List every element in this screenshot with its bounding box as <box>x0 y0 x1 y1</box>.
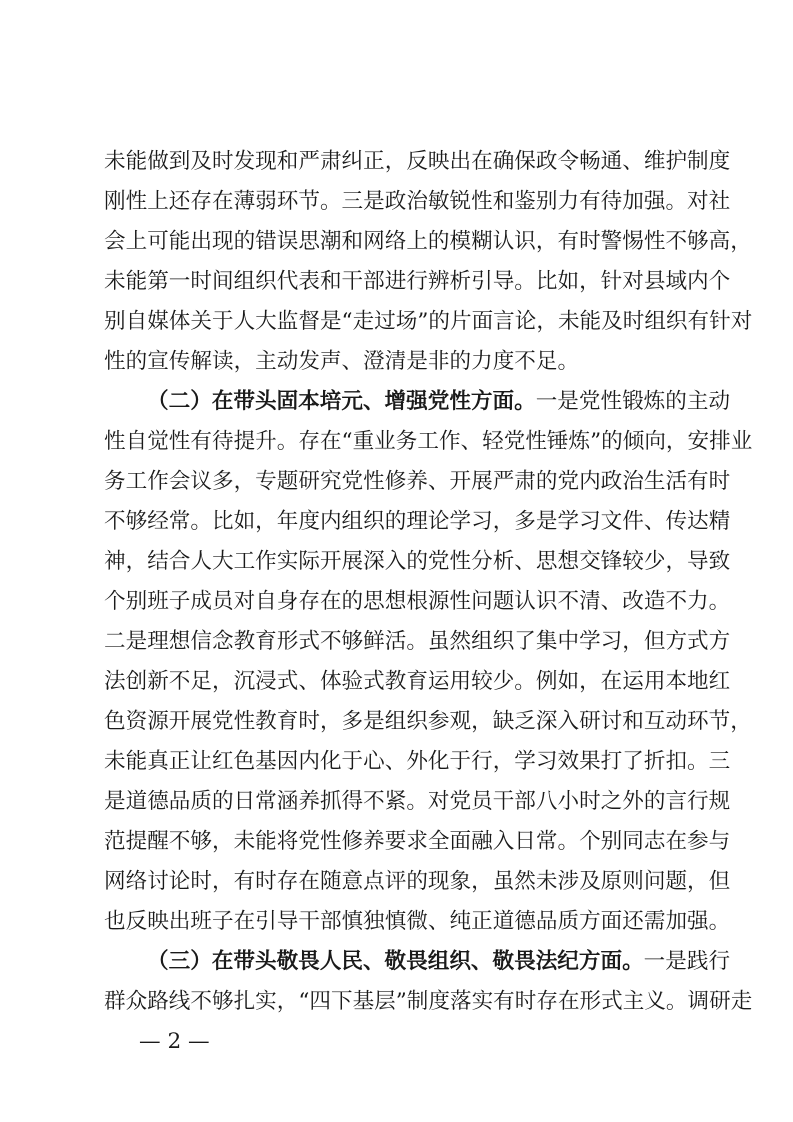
body-text-line: 神，结合人大工作实际开展深入的党性分析、思想交锋较少，导致 <box>104 549 731 574</box>
section-heading-line <box>147 942 731 982</box>
body-text-line: 群众路线不够扎实，“四下基层”制度落实有时存在形式主义。调研走 <box>104 989 753 1014</box>
body-text-line: 也反映出班子在引导干部慎独慎微、纯正道德品质方面还需加强。 <box>104 909 731 934</box>
section-heading-line <box>147 382 731 422</box>
body-text-line: 范提醒不够，未能将党性修养要求全面融入日常。个别同志在参与 <box>104 829 731 854</box>
body-text-line: 性的宣传解读，主动发声、澄清是非的力度不足。 <box>104 349 580 374</box>
body-text-span: 一是党性锻炼的主动 <box>535 389 731 414</box>
body-text-line: 务工作会议多，专题研究党性修养、开展严肃的党内政治生活有时 <box>104 469 731 494</box>
body-text-line: 法创新不足，沉浸式、体验式教育运用较少。例如，在运用本地红 <box>104 669 731 694</box>
body-text-line: 个别班子成员对自身存在的思想根源性问题认识不清、改造不力。 <box>104 589 731 614</box>
body-text-line: 性自觉性有待提升。存在“重业务工作、轻党性锤炼”的倾向，安排业 <box>104 429 753 454</box>
page-number: — 2 — <box>139 1029 210 1054</box>
body-text-line: 未能做到及时发现和严肃纠正，反映出在确保政令畅通、维护制度 <box>104 149 731 174</box>
body-text-line: 刚性上还存在薄弱环节。三是政治敏锐性和鉴别力有待加强。对社 <box>104 189 731 214</box>
body-text-line: 色资源开展党性教育时，多是组织参观，缺乏深入研讨和互动环节， <box>104 709 752 734</box>
body-text-line: 会上可能出现的错误思潮和网络上的模糊认识，有时警惕性不够高， <box>104 229 752 254</box>
body-text-line: 网络讨论时，有时存在随意点评的现象，虽然未涉及原则问题，但 <box>104 869 731 894</box>
body-text-line: 未能第一时间组织代表和干部进行辨析引导。比如，针对县域内个 <box>104 269 731 294</box>
body-text-span: 一是践行 <box>643 949 731 974</box>
section-heading: （二）在带头固本培元、增强党性方面。 <box>147 389 536 414</box>
body-text-line: 是道德品质的日常涵养抓得不紧。对党员干部八小时之外的言行规 <box>104 789 731 814</box>
body-text-line: 不够经常。比如，年度内组织的理论学习，多是学习文件、传达精 <box>104 509 731 534</box>
body-text-line: 未能真正让红色基因内化于心、外化于行，学习效果打了折扣。三 <box>104 749 731 774</box>
section-heading: （三）在带头敬畏人民、敬畏组织、敬畏法纪方面。 <box>147 949 644 974</box>
body-text-line: 二是理想信念教育形式不够鲜活。虽然组织了集中学习，但方式方 <box>104 629 731 654</box>
body-text-line: 别自媒体关于人大监督是“走过场”的片面言论，未能及时组织有针对 <box>104 309 753 334</box>
